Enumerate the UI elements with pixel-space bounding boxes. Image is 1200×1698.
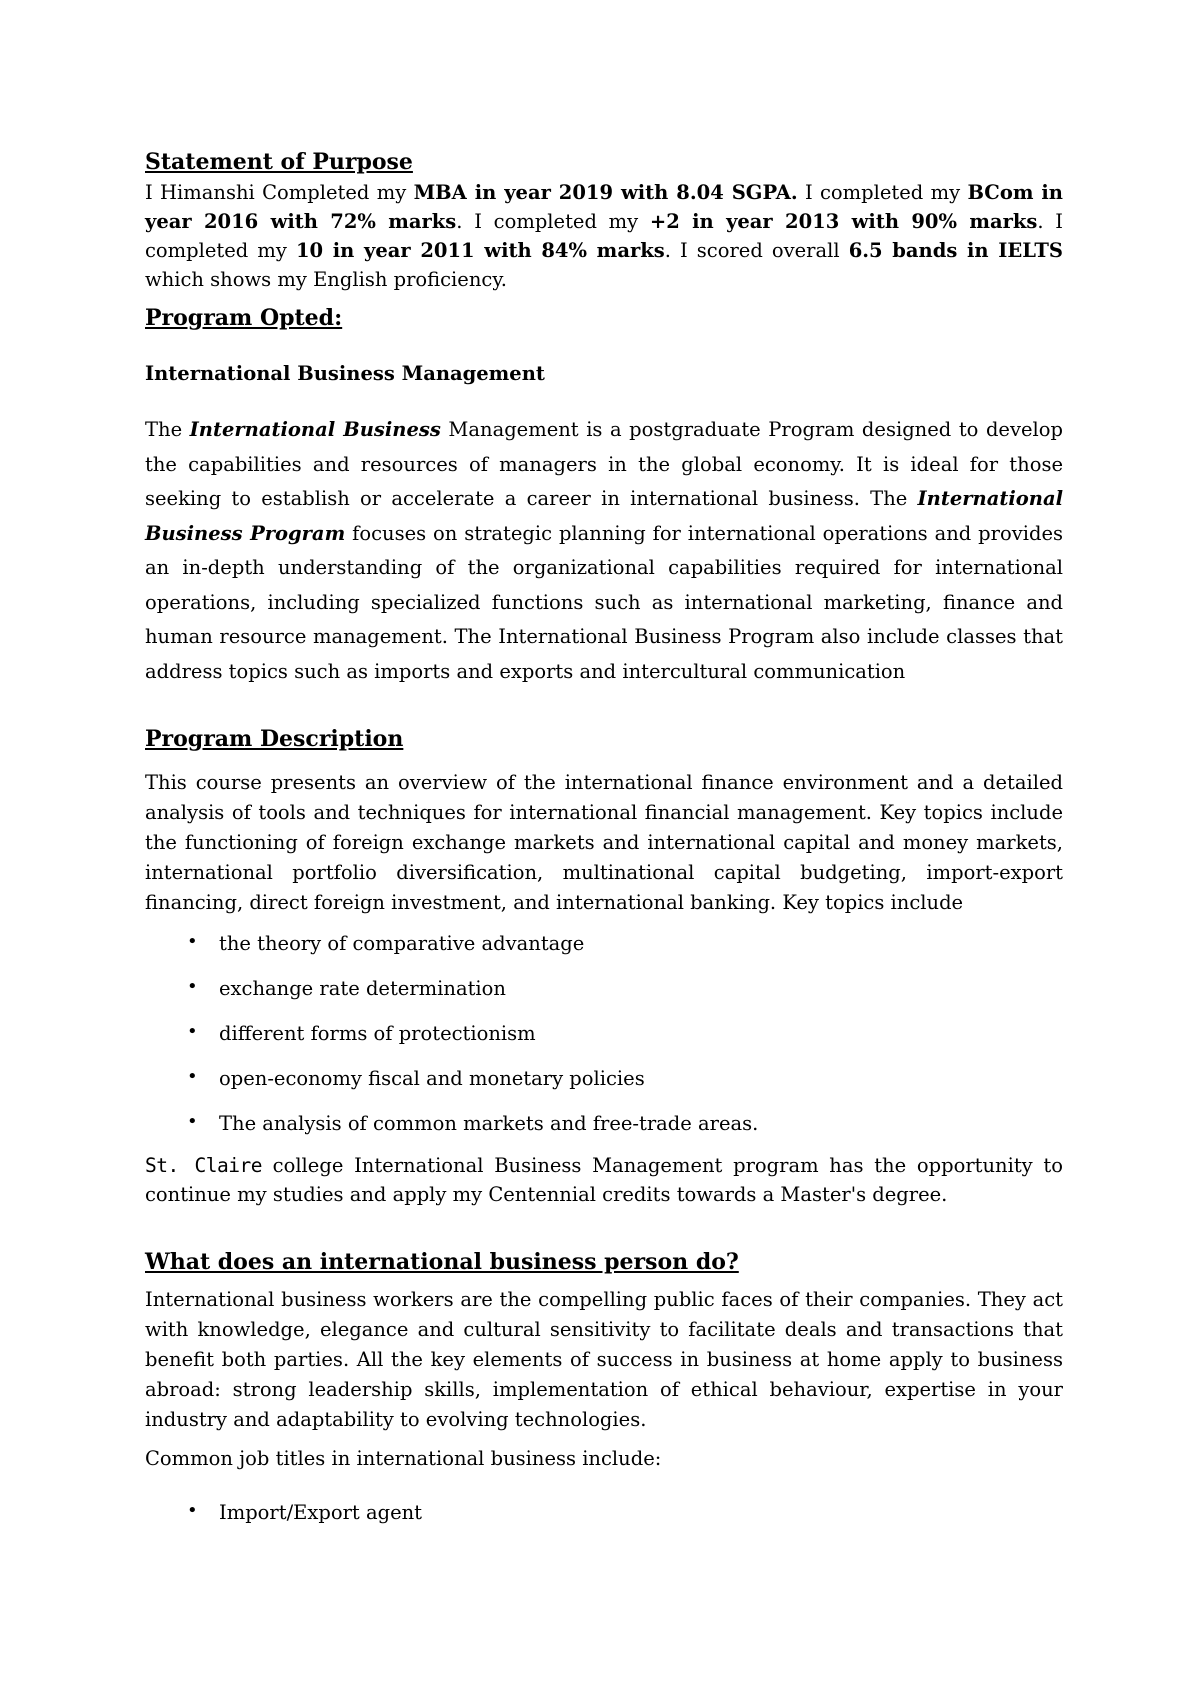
sop-text-1: I Himanshi Completed my [145,181,414,204]
sop-mba: MBA in year 2019 with 8.04 SGPA. [413,181,798,204]
college-name: St. Claire [145,1154,262,1177]
bullet-icon: • [187,1111,198,1132]
opted-text-3: focuses on strategic planning for international operations and provides an in-depth understanding of the organizational capabilities required for international operations, including specialized functions such as international marketing, finance and human resource management. The International Business Program also include classes that address topics such as imports and exports and intercultural communication [145,521,1064,683]
jobs-list [145,1501,1063,1525]
closing-text: college International Business Management program has the opportunity to continue my studies and apply my Centennial credits towards a Master's degree. [145,1154,1064,1206]
sop-tenth: 10 in year 2011 with 84% marks [295,239,665,262]
sop-paragraph [145,178,1063,294]
sop-heading: Statement of Purpose [145,149,413,175]
jobs-intro: Common job titles in international business include: [145,1447,662,1470]
program-description-paragraph: This course presents an overview of the international finance environment and a detailed analysis of tools and techniques for international financial management. Key topics include the functioning of foreign exchange markets and international capital and money markets, international portfolio diversification, multinational capital budgeting, import-export financing, direct foreign investment, and international banking. Key topics include [145,771,1063,914]
topics-list [145,932,1063,1136]
topic-text: different forms of protectionism [219,1022,536,1045]
sop-text-3: . I completed my [456,210,650,233]
opted-text-1: The [145,418,190,441]
program-description-section [145,725,1063,1209]
list-item [145,1501,1063,1525]
program-name: International Business Management [145,362,545,385]
role-paragraph: International business workers are the compelling public faces of their companies. They act with knowledge, elegance and cultural sensitivity to facilitate deals and transactions that benefit both parties. All the key elements of success in business at home apply to business abroad: strong leadership skills, implementation of ethical behaviour, expertise in your industry and adaptability to evolving technologies. [145,1288,1063,1431]
sop-ielts: 6.5 bands in IELTS [848,239,1063,262]
program-opted-section [145,304,1063,689]
bullet-icon: • [187,1500,198,1521]
list-item [145,1067,1063,1091]
opted-emphasis-1: International Business [189,418,441,441]
bullet-icon: • [187,1066,198,1087]
role-heading: What does an international business person do? [145,1249,739,1275]
bullet-icon: • [187,976,198,997]
role-section [145,1248,1063,1525]
sop-text-6: which shows my English proficiency. [145,268,507,291]
list-item [145,1022,1063,1046]
sop-text-4: . I completed my [145,210,1063,262]
program-opted-paragraph [145,413,1063,689]
list-item [145,977,1063,1001]
topic-text: exchange rate determination [219,977,506,1000]
topic-text: open-economy fiscal and monetary policies [219,1067,645,1090]
program-description-heading: Program Description [145,726,404,752]
topic-text: the theory of comparative advantage [219,932,585,955]
bullet-icon: • [187,1021,198,1042]
program-opted-heading: Program Opted: [145,305,343,331]
opted-text-2: Management is a postgraduate Program designed to develop the capabilities and resources of managers in the global economy. It is ideal for those seeking to establish or accelerate a career in international business. The [145,418,1063,510]
list-item [145,1112,1063,1136]
opted-emphasis-2: International Business Program [145,487,1063,545]
list-item [145,932,1063,956]
sop-plus2: +2 in year 2013 with 90% marks [649,210,1038,233]
sop-text-2: I completed my [797,181,968,204]
job-title: Import/Export agent [219,1501,422,1524]
closing-paragraph [145,1151,1063,1209]
sop-text-5: . I scored overall [664,239,849,262]
sop-bcom: BCom in year 2016 with 72% marks [145,181,1063,233]
bullet-icon: • [187,931,198,952]
topic-text: The analysis of common markets and free-trade areas. [219,1112,759,1135]
sop-section [145,148,1063,294]
